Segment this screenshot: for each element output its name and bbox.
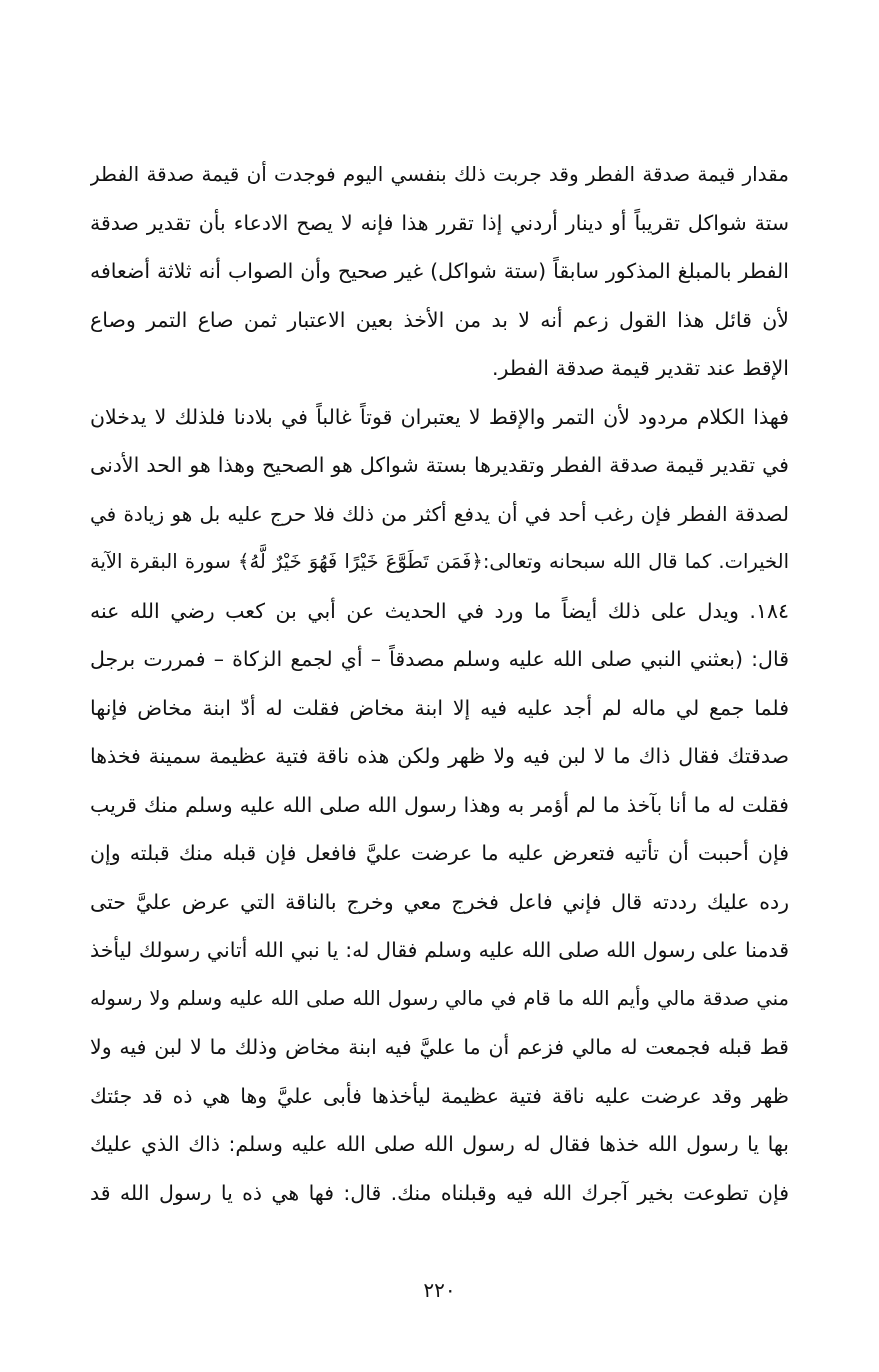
text-line: قال: (بعثني النبي صلى الله عليه وسلم مصدقاً – أي لجمع الزكاة – فمررت برجل (90, 647, 789, 671)
text-line: مقدار قيمة صدقة الفطر وقد جربت ذلك بنفسي اليوم فوجدت أن قيمة صدقة الفطر (90, 162, 789, 186)
text-line: مني صدقة مالي وأيم الله ما قام في مالي رسول الله صلى الله عليه وسلم ولا رسوله (90, 986, 789, 1010)
text-line: ستة شواكل تقريباً أو دينار أردني إذا تقرر هذا فإنه لا يصح الادعاء بأن تقدير صدقة (90, 210, 789, 235)
text-line: لصدقة الفطر فإن رغب أحد في أن يدفع أكثر من ذلك فلا حرج عليه بل هو زيادة في (90, 501, 789, 526)
text-line: فهذا الكلام مردود لأن التمر والإقط لا يعتبران قوتاً غالباً في بلادنا فلذلك لا يدخلان (90, 404, 789, 429)
text-line: لأن قائل هذا القول زعم أنه لا بد من الأخذ بعين الاعتبار ثمن صاع التمر وصاع (90, 307, 789, 332)
text-line: فلما جمع لي ماله لم أجد عليه فيه إلا ابنة مخاض فقلت له أدّ ابنة مخاض فإنها (90, 695, 789, 720)
text-line: فإن تطوعت بخير آجرك الله فيه وقبلناه منك. قال: فها هي ذه يا رسول الله قد (90, 1180, 789, 1205)
text-line: في تقدير قيمة صدقة الفطر وتقديرها بستة شواكل هو الصحيح وهذا هو الحد الأدنى (90, 453, 789, 477)
text-line: صدقتك فقال ذاك ما لا لبن فيه ولا ظهر ولكن هذه ناقة فتية عظيمة سمينة فخذها (90, 744, 789, 768)
text-line: فقلت له ما أنا بآخذ ما لم أؤمر به وهذا رسول الله صلى الله عليه وسلم منك قريب (90, 792, 789, 817)
text-line: رده عليك رددته قال فإني فاعل فخرج معي وخرج بالناقة التي عرض عليَّ حتى (90, 889, 789, 914)
page-number: ٢٢٠ (423, 1278, 456, 1302)
body-text (90, 150, 789, 1217)
text-line: ظهر وقد عرضت عليه ناقة فتية عظيمة ليأخذها فأبى عليَّ وها هي ذه قد جئتك (90, 1083, 789, 1108)
text-line: الفطر بالمبلغ المذكور سابقاً (ستة شواكل) غير صحيح وأن الصواب أنه ثلاثة أضعافه (90, 259, 789, 283)
text-line: الخيرات. كما قال الله سبحانه وتعالى:﴿فَمَن تَطَوَّعَ خَيْرًا فَهُوَ خَيْرٌ لَّهُ﴾ سورة البقرة الآية (90, 550, 789, 573)
text-line: فإن أحببت أن تأتيه فتعرض عليه ما عرضت عليَّ فافعل فإن قبله منك قبلته وإن (90, 841, 789, 865)
text-line: الإقط عند تقدير قيمة صدقة الفطر. (492, 356, 789, 380)
text-line: قدمنا على رسول الله صلى الله عليه وسلم فقال له: يا نبي الله أتاني رسولك ليأخذ (90, 938, 789, 962)
text-line: قط قبله فجمعت له مالي فزعم أن ما عليَّ فيه ابنة مخاض وذلك ما لا لبن فيه ولا (90, 1035, 789, 1059)
text-line: بها يا رسول الله خذها فقال له رسول الله صلى الله عليه وسلم: ذاك الذي عليك (90, 1132, 789, 1156)
text-line: ١٨٤. ويدل على ذلك أيضاً ما ورد في الحديث عن أبي بن كعب رضي الله عنه (90, 598, 789, 623)
